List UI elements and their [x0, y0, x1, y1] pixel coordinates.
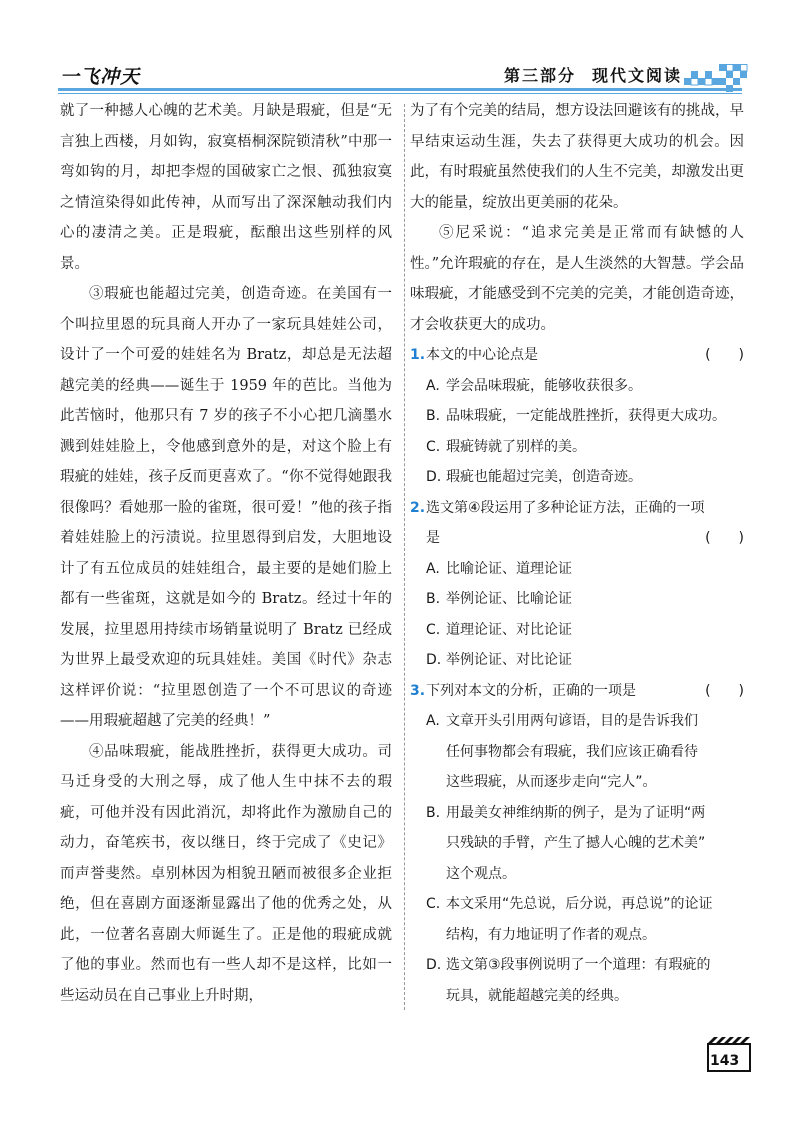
- question-number: 2.: [410, 499, 426, 516]
- option-text: 玩具，就能超越完美的经典。: [446, 987, 628, 1004]
- option-text: 这些瑕疵，从而逐步走向“完人”。: [446, 774, 657, 790]
- question-list: [410, 340, 744, 1011]
- brand-title: 一飞冲天: [60, 66, 141, 88]
- question-3-option-d[interactable]: [410, 950, 744, 981]
- question-1-stem: [410, 340, 744, 371]
- option-label: C.: [426, 438, 441, 455]
- option-text: 文章开头引用两句谚语，目的是告诉我们: [446, 713, 698, 729]
- option-label: B.: [426, 408, 441, 424]
- checker-decoration: [684, 58, 748, 92]
- question-text: 选文第④段运用了多种论证方法，正确的一项: [426, 499, 705, 516]
- question-1-option-d[interactable]: [410, 462, 744, 493]
- paragraph-4: ④品味瑕疵，能战胜挫折，获得更大成功。司马迁身受的大刑之辱，成了他人生中抹不去的瑕疵，可他并没有因此消沉，却将此作为激励自己的动力，奋笔疾书，夜以继日，终于完成了《史记》而声誉斐然。卓别林因为相貌丑陋而被很多企业拒绝，但在喜剧方面逐渐显露出了他的优秀之处，从此，一位著名喜剧大师诞生了。正是他的瑕疵成就了他的事业。然而也有一些人却不是这样，比如一些运动员在自己事业上升时期，: [60, 743, 392, 1004]
- answer-blank[interactable]: ( ): [705, 347, 744, 363]
- header-rule: [58, 88, 742, 91]
- question-3-option-c[interactable]: [410, 889, 744, 920]
- question-2-option-c[interactable]: [410, 615, 744, 646]
- option-label: B.: [426, 591, 441, 607]
- option-text: 本文采用“先总说，后分说，再总说”的论证: [446, 896, 713, 912]
- question-3-option-a: [410, 767, 744, 798]
- page-number: 143: [710, 1053, 740, 1069]
- question-2-option-d[interactable]: [410, 645, 744, 676]
- option-text: 瑕疵也能超过完美，创造奇迹。: [446, 469, 642, 485]
- paragraph-continuation: 就了一种撼人心魄的艺术美。月缺是瑕疵，但是“无言独上西楼，月如钩，寂寞梧桐深院锁清秋”中那一弯如钩的月，却把李煜的国破家亡之恨、孤独寂寞之情渲染得如此传神，从而写出了深深触动我们内心的凄清之美。正是瑕疵，酝酿出这些别样的风景。: [60, 103, 392, 272]
- right-column: [410, 96, 744, 1011]
- answer-blank[interactable]: ( ): [705, 682, 744, 699]
- question-1-option-a[interactable]: [410, 371, 744, 402]
- question-2-option-a[interactable]: [410, 554, 744, 585]
- answer-blank[interactable]: ( ): [705, 530, 744, 546]
- paragraph-3: ③瑕疵也能超过完美，创造奇迹。在美国有一个叫拉里恩的玩具商人开办了一家玩具娃娃公司，设计了一个可爱的娃娃名为 Bratz，却总是无法超越完美的经典——诞生于 1959 年的芭比。当他为此苦恼时，他那只有 7 岁的孩子不小心把几滴墨水溅到娃娃脸上，令他感到意外的是，对这个脸上有瑕疵的娃娃，孩子反而更喜欢了。“你不觉得她跟我很像吗？看她那一脸的雀斑，很可爱！”他的孩子指着娃娃脸上的污渍说。拉里恩得到启发，大胆地设计了有五位成员的娃娃组合，最主要的是她们脸上都有一些雀斑，这就是如今的 Bratz。经过十年的发展，拉里恩用持续市场销量说明了 Bratz 已经成为世界上最受欢迎的玩具娃娃。美国《时代》杂志这样评价说：“拉里恩创造了一个不可思议的奇迹——用瑕疵超越了完美的经典！”: [60, 286, 392, 729]
- column-divider: [404, 104, 405, 1010]
- option-text: 品味瑕疵，一定能战胜挫折，获得更大成功。: [446, 408, 726, 424]
- section-label: 第三部分: [503, 66, 576, 85]
- option-label: C.: [426, 896, 441, 912]
- option-text: 选文第③段事例说明了一个道理：有瑕疵的: [446, 957, 711, 973]
- question-2-stem: [410, 493, 744, 524]
- question-number: 3.: [410, 682, 426, 699]
- option-label: A.: [426, 560, 440, 577]
- option-text: 结构，有力地证明了作者的观点。: [446, 926, 656, 943]
- question-3-option-a: [410, 737, 744, 768]
- question-text-cont: 是: [426, 530, 440, 546]
- option-text: 比喻论证、道理论证: [446, 560, 572, 577]
- question-text: 本文的中心论点是: [426, 347, 538, 363]
- question-text: 下列对本文的分析，正确的一项是: [426, 682, 636, 699]
- question-3-option-d: [410, 981, 744, 1012]
- option-text: 任何事物都会有瑕疵，我们应该正确看待: [446, 743, 698, 760]
- page-header: [0, 0, 800, 95]
- question-1-option-b[interactable]: [410, 401, 744, 432]
- option-text: 用最美女神维纳斯的例子，是为了证明“两: [446, 804, 706, 821]
- option-text: 瑕疵铸就了别样的美。: [446, 438, 586, 455]
- question-2-stem-cont: [410, 523, 744, 554]
- question-number: 1.: [410, 347, 426, 363]
- question-1-option-c[interactable]: [410, 432, 744, 463]
- section-title: [504, 63, 682, 86]
- question-2-option-b[interactable]: [410, 584, 744, 615]
- option-text: 举例论证、对比论证: [446, 652, 572, 668]
- subsection-label: 现代文阅读: [591, 66, 682, 85]
- option-label: D.: [426, 469, 442, 485]
- question-3-option-b: [410, 828, 744, 859]
- question-3-option-c: [410, 920, 744, 951]
- question-3-option-b[interactable]: [410, 798, 744, 829]
- question-3-option-a[interactable]: [410, 706, 744, 737]
- question-3-option-b: [410, 859, 744, 890]
- option-label: D.: [426, 957, 442, 973]
- paragraph-5: ⑤尼采说：“追求完美是正常而有缺憾的人性。”允许瑕疵的存在，是人生淡然的大智慧。学会品味瑕疵，才能感受到不完美的完美，才能创造奇迹，才会收获更大的成功。: [410, 225, 744, 333]
- option-label: D.: [426, 652, 442, 668]
- question-3-stem: [410, 676, 744, 707]
- option-label: A.: [426, 713, 440, 729]
- option-text: 道理论证、对比论证: [446, 621, 572, 638]
- option-label: C.: [426, 621, 441, 638]
- option-text: 举例论证、比喻论证: [446, 591, 572, 607]
- option-text: 这个观点。: [446, 865, 516, 882]
- left-column: [60, 96, 392, 1011]
- header-rule-thin: [58, 93, 742, 94]
- option-label: B.: [426, 804, 441, 821]
- paragraph-4-continuation: 为了有个完美的结局，想方设法回避该有的挑战，早早结束运动生涯，失去了获得更大成功的机会。因此，有时瑕疵虽然使我们的人生不完美，却激发出更大的能量，绽放出更美丽的花朵。: [410, 103, 744, 211]
- option-text: 学会品味瑕疵，能够收获很多。: [446, 377, 642, 394]
- option-text: 只残缺的手臂，产生了撼人心魄的艺术美”: [446, 835, 706, 851]
- option-label: A.: [426, 377, 440, 394]
